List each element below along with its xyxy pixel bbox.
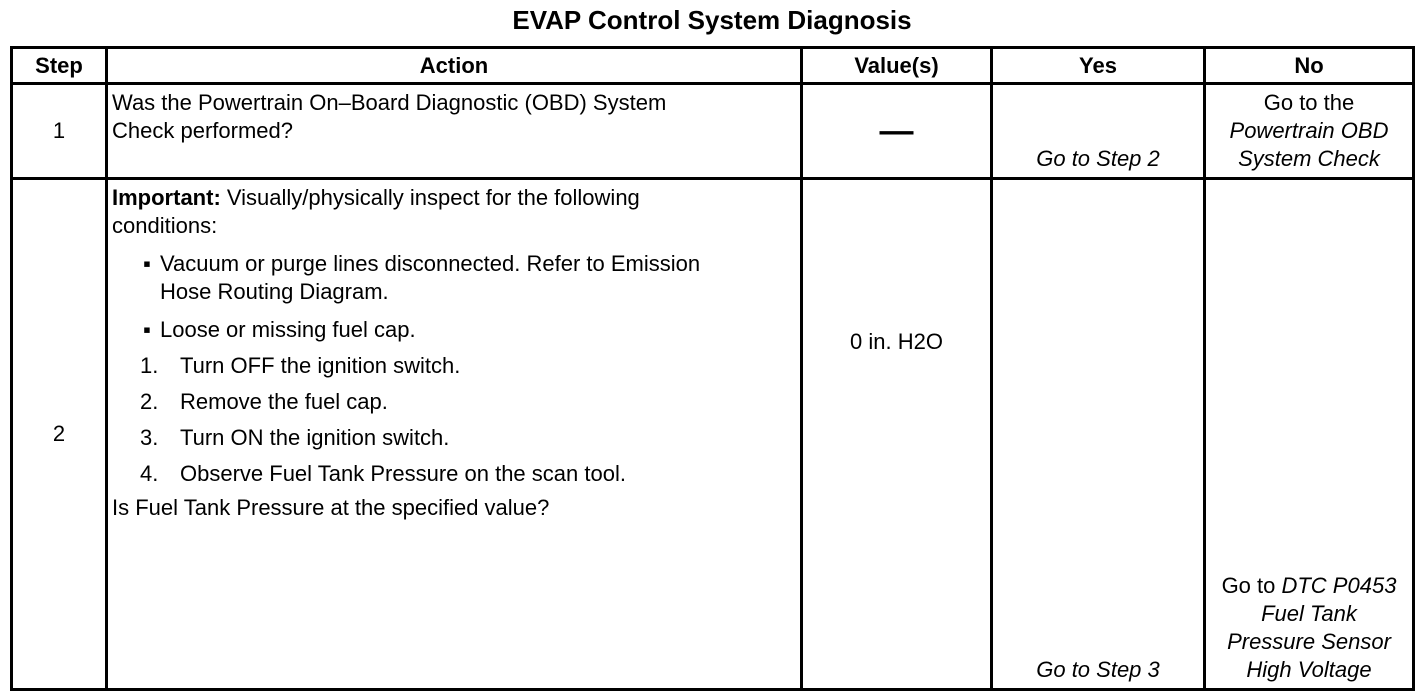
bullet-icon: ▪	[143, 317, 151, 342]
list-item	[112, 250, 796, 306]
action-text: Was the Powertrain On–Board Diagnostic (OBD) System	[112, 90, 667, 115]
no-text: Go to the	[1263, 90, 1355, 115]
no-reference: System Check	[1238, 146, 1380, 171]
header-yes: Yes	[992, 48, 1205, 84]
document-title: EVAP Control System Diagnosis	[512, 5, 912, 35]
step-index: 3.	[140, 425, 159, 450]
no-reference: Pressure Sensor	[1227, 629, 1391, 654]
no-cell	[1205, 84, 1414, 179]
value-cell: —	[802, 84, 992, 179]
no-reference: Powertrain OBD	[1229, 118, 1389, 143]
question-text: Is Fuel Tank Pressure at the specified value?	[112, 495, 550, 520]
step-index: 1.	[140, 353, 159, 378]
header-step: Step	[12, 48, 107, 84]
table-row	[12, 84, 1414, 179]
action-text: Check performed?	[112, 118, 293, 143]
important-text-2: conditions:	[112, 213, 218, 238]
step-number: 1	[12, 84, 107, 179]
list-item	[112, 352, 796, 380]
value-cell: 0 in. H2O	[802, 179, 992, 690]
important-note	[112, 184, 796, 212]
important-text: Visually/physically inspect for the following	[220, 185, 640, 210]
bullet-text: Loose or missing fuel cap.	[160, 317, 416, 342]
action-cell	[107, 179, 802, 690]
important-label: Important:	[112, 185, 221, 210]
step-index: 2.	[140, 389, 159, 414]
diagnosis-table	[10, 46, 1415, 691]
step-text: Turn OFF the ignition switch.	[180, 353, 461, 378]
yes-cell: Go to Step 2	[992, 84, 1205, 179]
list-item	[112, 424, 796, 452]
yes-cell: Go to Step 3	[992, 179, 1205, 690]
action-cell	[107, 84, 802, 179]
step-text: Remove the fuel cap.	[180, 389, 388, 414]
no-text: Go to	[1221, 573, 1282, 598]
no-reference: High Voltage	[1246, 657, 1372, 682]
header-value: Value(s)	[802, 48, 992, 84]
list-item	[112, 388, 796, 416]
bullet-icon: ▪	[143, 251, 151, 276]
step-text: Turn ON the ignition switch.	[180, 425, 450, 450]
no-reference: Fuel Tank	[1261, 601, 1357, 626]
bullet-text: Vacuum or purge lines disconnected. Refer to Emission Hose Routing Diagram.	[160, 251, 701, 304]
header-no: No	[1205, 48, 1414, 84]
step-number: 2	[12, 179, 107, 690]
header-action: Action	[107, 48, 802, 84]
step-text: Observe Fuel Tank Pressure on the scan tool.	[180, 461, 626, 486]
step-index: 4.	[140, 461, 159, 486]
list-item	[112, 460, 796, 488]
no-reference: DTC P0453	[1281, 573, 1397, 598]
table-row	[12, 179, 1414, 690]
table-header-row	[12, 48, 1414, 84]
list-item	[112, 316, 796, 344]
no-cell	[1205, 179, 1414, 690]
